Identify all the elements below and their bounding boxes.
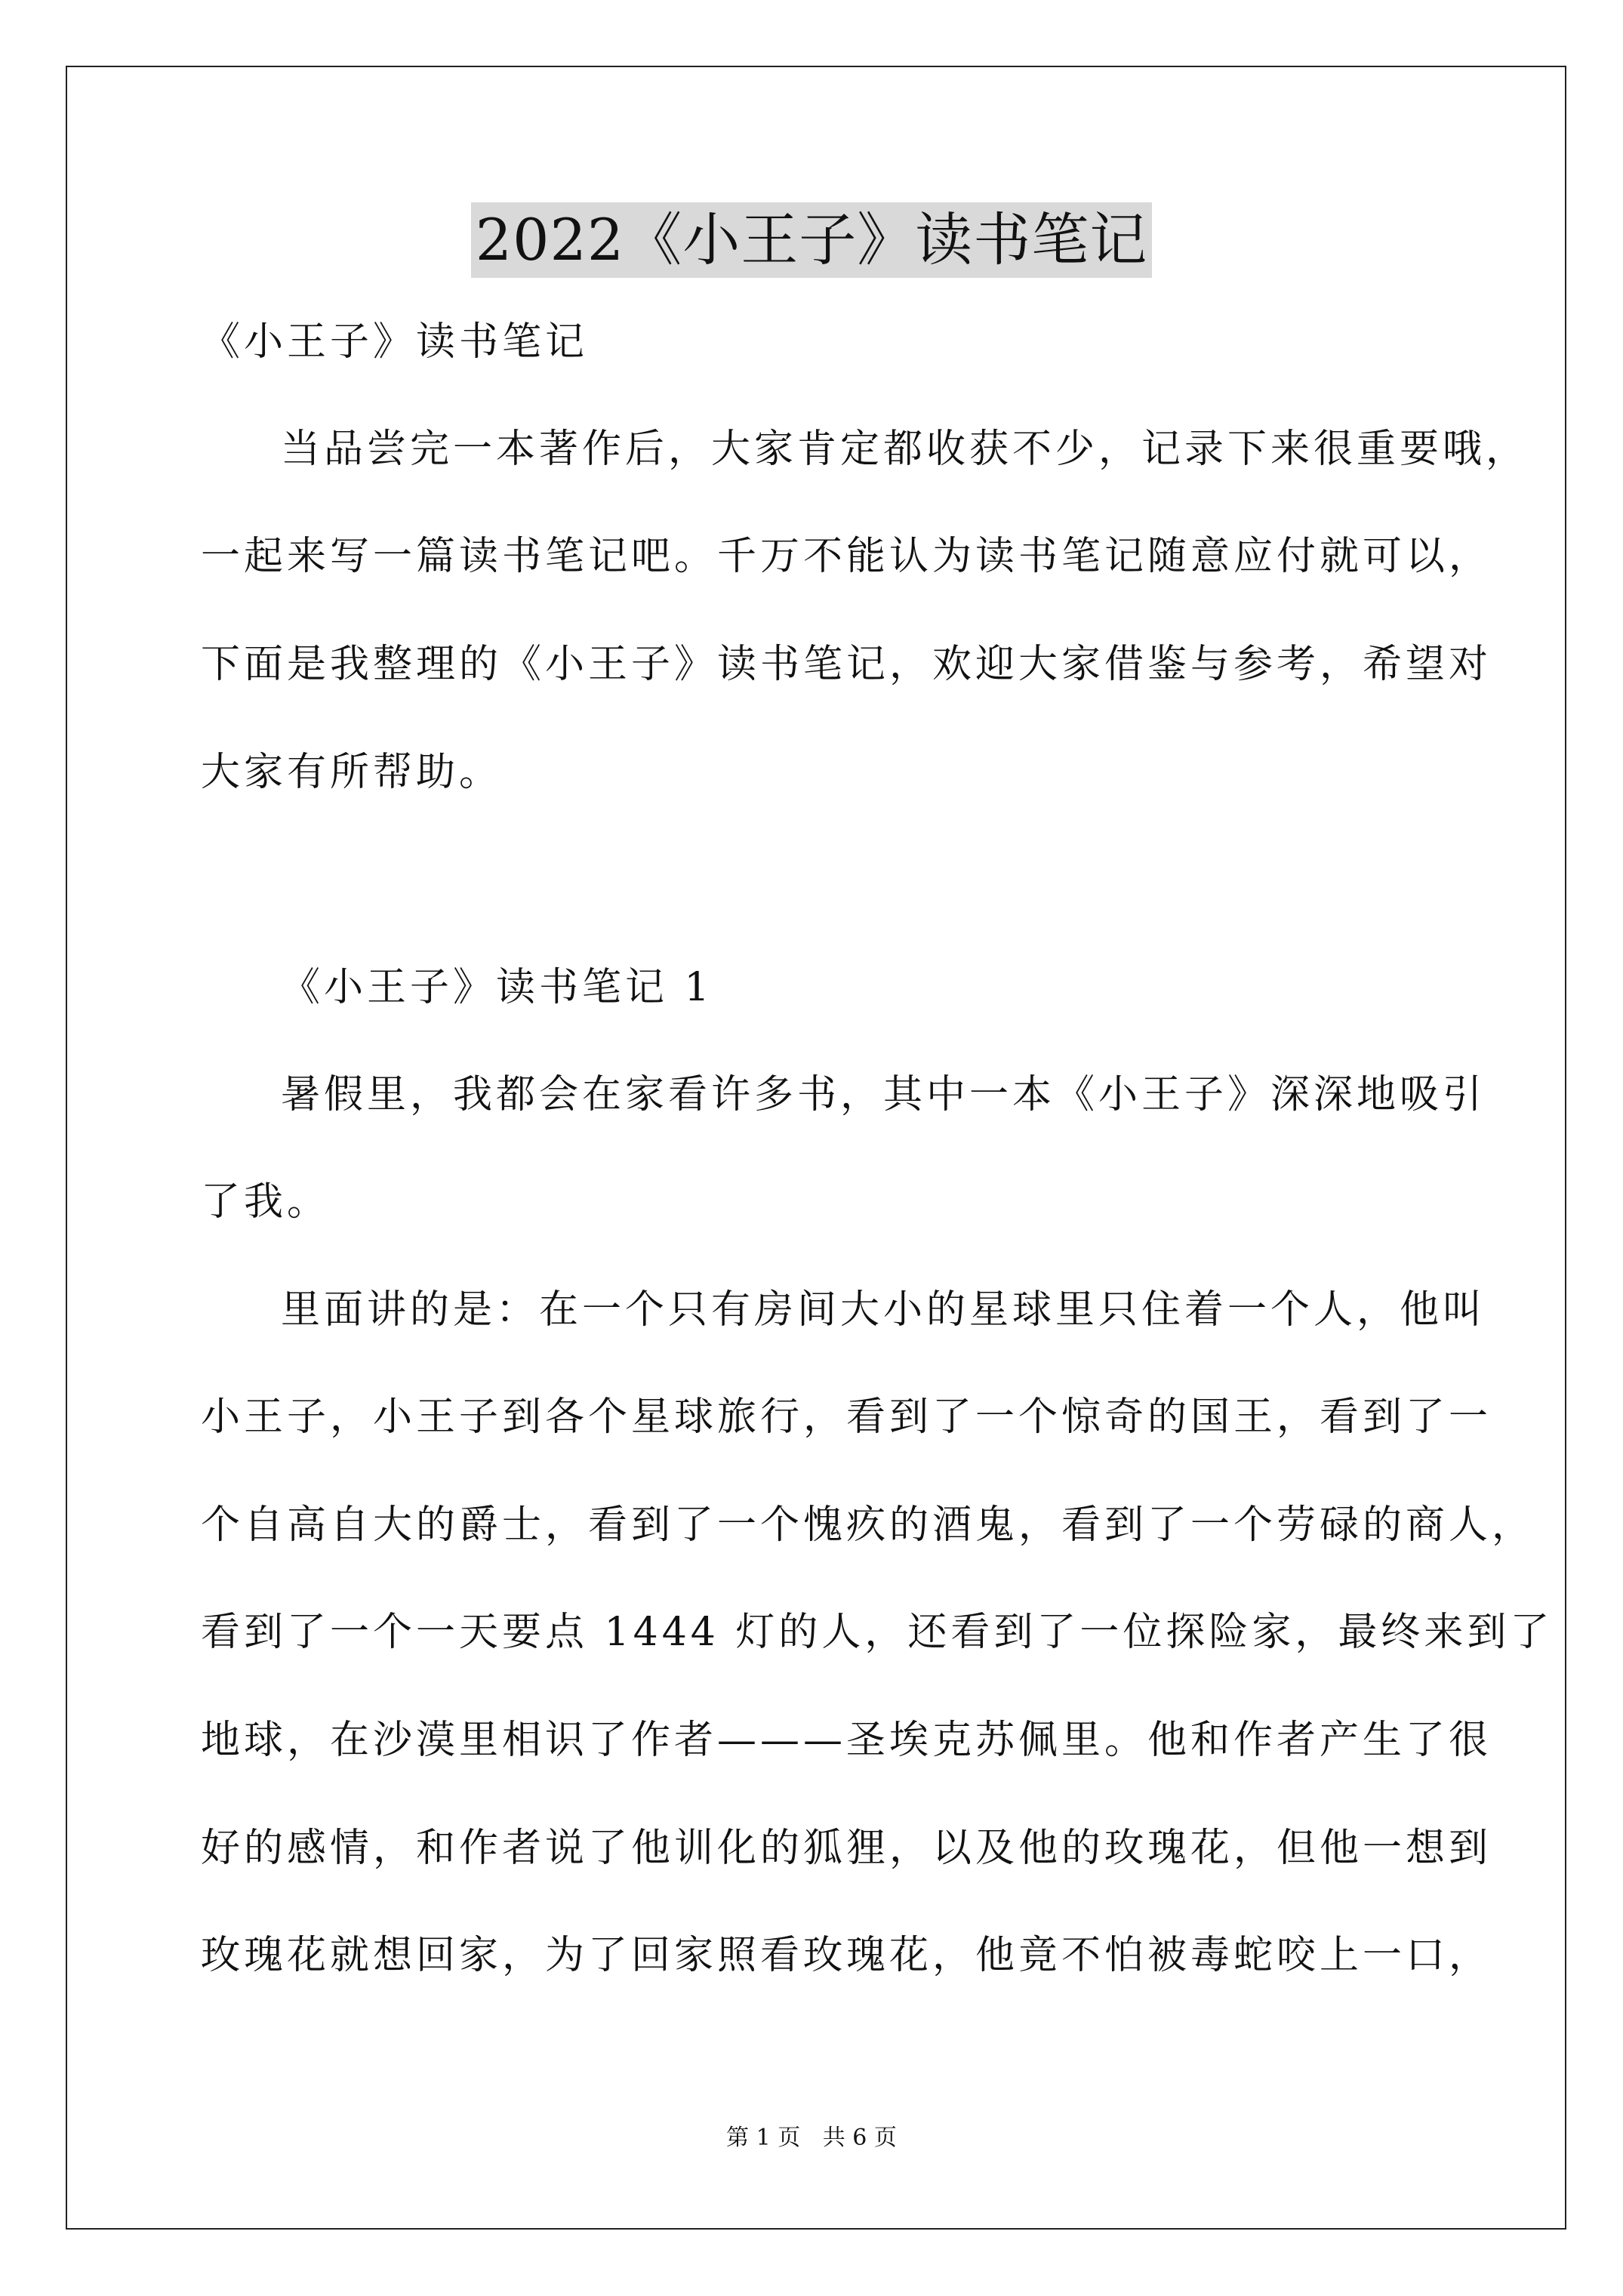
paragraph-line: 小王子，小王子到各个星球旅行，看到了一个惊奇的国王，看到了一 (201, 1395, 1492, 1440)
section-heading: 《小王子》读书笔记 1 (281, 965, 713, 1010)
paragraph-line: 看到了一个一天要点 1444 灯的人，还看到了一位探险家，最终来到了 (201, 1610, 1554, 1655)
paragraph-line: 暑假里，我都会在家看许多书，其中一本《小王子》深深地吸引 (281, 1072, 1486, 1117)
page-total: 共 6 页 (822, 2125, 897, 2151)
page-number: 第 1 页 (726, 2125, 801, 2151)
paragraph-line: 大家有所帮助。 (201, 750, 503, 795)
paragraph-line: 当品尝完一本著作后，大家肯定都收获不少，记录下来很重要哦， (281, 427, 1529, 472)
paragraph-line: 好的感情，和作者说了他训化的狐狸，以及他的玫瑰花，但他一想到 (201, 1826, 1492, 1871)
document-title: 2022《小王子》读书笔记 (471, 202, 1152, 278)
paragraph-line: 个自高自大的爵士，看到了一个愧疚的酒鬼，看到了一个劳碌的商人， (201, 1502, 1535, 1548)
paragraph-line: 下面是我整理的《小王子》读书笔记，欢迎大家借鉴与参考，希望对 (201, 642, 1492, 687)
paragraph-line: 里面讲的是：在一个只有房间大小的星球里只住着一个人，他叫 (281, 1287, 1486, 1333)
paragraph-line: 一起来写一篇读书笔记吧。千万不能认为读书笔记随意应付就可以， (201, 534, 1492, 579)
paragraph-line: 玫瑰花就想回家，为了回家照看玫瑰花，他竟不怕被毒蛇咬上一口， (201, 1933, 1492, 1978)
paragraph-line: 了我。 (201, 1179, 331, 1225)
page-footer (0, 2123, 1623, 2153)
page-border (66, 66, 1566, 2230)
title-container (0, 202, 1623, 278)
paragraph-line: 地球，在沙漠里相识了作者———圣埃克苏佩里。他和作者产生了很 (201, 1718, 1492, 1763)
subtitle-line: 《小王子》读书笔记 (201, 319, 589, 365)
